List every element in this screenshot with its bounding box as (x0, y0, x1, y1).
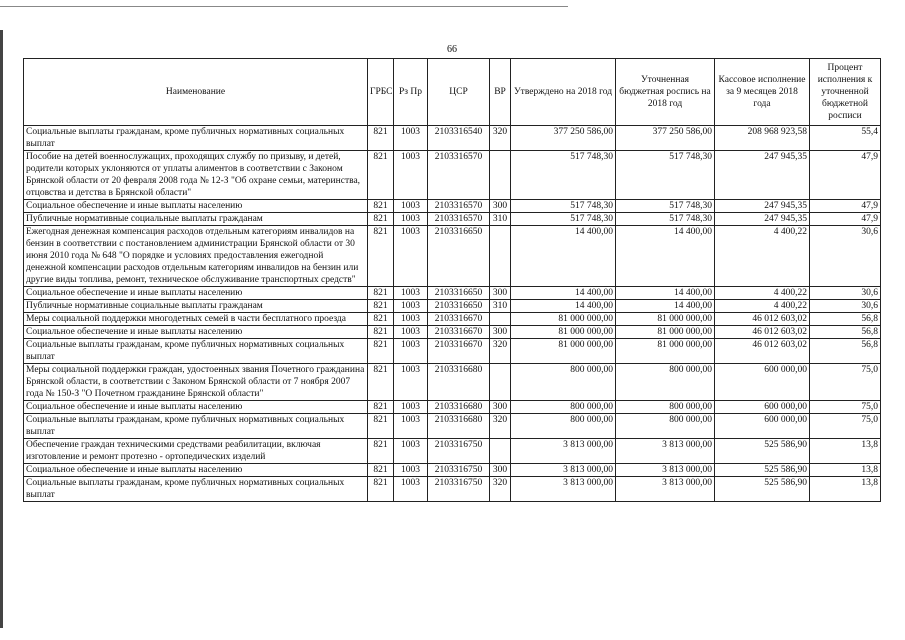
cell-cash: 46 012 603,02 (715, 326, 810, 339)
table-row (24, 464, 881, 477)
cell-approved: 800 000,00 (511, 414, 616, 439)
cell-name: Социальные выплаты гражданам, кроме публичных нормативных социальных выплат (24, 339, 368, 364)
cell-grbs: 821 (368, 213, 394, 226)
cell-approved: 3 813 000,00 (511, 439, 616, 464)
cell-vr: 320 (490, 414, 511, 439)
cell-csr: 2103316570 (428, 151, 490, 200)
cell-refined: 81 000 000,00 (616, 326, 715, 339)
cell-cash: 525 586,90 (715, 439, 810, 464)
cell-grbs: 821 (368, 414, 394, 439)
cell-cash: 4 400,22 (715, 287, 810, 300)
cell-rzpr: 1003 (394, 339, 428, 364)
cell-percent: 75,0 (810, 401, 881, 414)
cell-vr (490, 364, 511, 401)
cell-grbs: 821 (368, 464, 394, 477)
cell-csr: 2103316750 (428, 439, 490, 464)
cell-cash: 46 012 603,02 (715, 313, 810, 326)
cell-grbs: 821 (368, 226, 394, 287)
header-row (24, 59, 881, 126)
cell-csr: 2103316670 (428, 313, 490, 326)
cell-name: Меры социальной поддержки граждан, удостоенных звания Почетного гражданина Брянской области, в соответствии с Законом Брянской области от 7 ноября 2007 года № 150-З "О Почетном гражданине Брянской области" (24, 364, 368, 401)
table-row (24, 339, 881, 364)
cell-refined: 800 000,00 (616, 401, 715, 414)
cell-approved: 377 250 586,00 (511, 126, 616, 151)
cell-cash: 525 586,90 (715, 464, 810, 477)
cell-cash: 208 968 923,58 (715, 126, 810, 151)
cell-vr: 300 (490, 326, 511, 339)
cell-approved: 3 813 000,00 (511, 464, 616, 477)
cell-grbs: 821 (368, 401, 394, 414)
table-row (24, 151, 881, 200)
cell-rzpr: 1003 (394, 414, 428, 439)
cell-percent: 13,8 (810, 439, 881, 464)
cell-refined: 14 400,00 (616, 300, 715, 313)
cell-percent: 75,0 (810, 364, 881, 401)
cell-grbs: 821 (368, 300, 394, 313)
cell-refined: 377 250 586,00 (616, 126, 715, 151)
table-row (24, 477, 881, 502)
cell-grbs: 821 (368, 151, 394, 200)
cell-vr: 320 (490, 477, 511, 502)
cell-csr: 2103316750 (428, 477, 490, 502)
table-row (24, 326, 881, 339)
cell-grbs: 821 (368, 326, 394, 339)
cell-rzpr: 1003 (394, 200, 428, 213)
cell-csr: 2103316570 (428, 200, 490, 213)
cell-refined: 517 748,30 (616, 151, 715, 200)
cell-csr: 2103316670 (428, 326, 490, 339)
cell-cash: 525 586,90 (715, 477, 810, 502)
header-grbs: ГРБС (368, 59, 394, 126)
cell-cash: 247 945,35 (715, 213, 810, 226)
scan-edge (0, 30, 3, 628)
cell-grbs: 821 (368, 200, 394, 213)
cell-grbs: 821 (368, 313, 394, 326)
table-row (24, 126, 881, 151)
cell-name: Социальные выплаты гражданам, кроме публичных нормативных социальных выплат (24, 414, 368, 439)
cell-approved: 81 000 000,00 (511, 326, 616, 339)
table-row (24, 439, 881, 464)
cell-percent: 47,9 (810, 213, 881, 226)
cell-csr: 2103316680 (428, 401, 490, 414)
cell-rzpr: 1003 (394, 151, 428, 200)
table-row (24, 401, 881, 414)
table-row (24, 364, 881, 401)
cell-grbs: 821 (368, 364, 394, 401)
cell-refined: 81 000 000,00 (616, 313, 715, 326)
cell-refined: 3 813 000,00 (616, 439, 715, 464)
cell-csr: 2103316650 (428, 300, 490, 313)
cell-percent: 75,0 (810, 414, 881, 439)
cell-csr: 2103316750 (428, 464, 490, 477)
cell-name: Обеспечение граждан техническими средствами реабилитации, включая изготовление и ремонт протезно - ортопедических изделий (24, 439, 368, 464)
cell-csr: 2103316650 (428, 226, 490, 287)
cell-rzpr: 1003 (394, 477, 428, 502)
header-approved: Утверждено на 2018 год (511, 59, 616, 126)
cell-approved: 81 000 000,00 (511, 313, 616, 326)
table-body (24, 126, 881, 502)
table-row (24, 213, 881, 226)
cell-rzpr: 1003 (394, 401, 428, 414)
header-csr: ЦСР (428, 59, 490, 126)
cell-rzpr: 1003 (394, 439, 428, 464)
cell-grbs: 821 (368, 439, 394, 464)
cell-rzpr: 1003 (394, 287, 428, 300)
cell-approved: 517 748,30 (511, 200, 616, 213)
cell-rzpr: 1003 (394, 364, 428, 401)
header-name: Наименование (24, 59, 368, 126)
budget-table (23, 58, 881, 502)
cell-refined: 800 000,00 (616, 364, 715, 401)
cell-cash: 247 945,35 (715, 151, 810, 200)
cell-vr (490, 226, 511, 287)
cell-rzpr: 1003 (394, 300, 428, 313)
cell-rzpr: 1003 (394, 313, 428, 326)
cell-vr (490, 151, 511, 200)
cell-name: Ежегодная денежная компенсация расходов отдельным категориям инвалидов на бензин в соответствии с постановлением администрации Брянской области от 30 июня 2010 года № 648 "О порядке и условиях предоставления ежегодной денежной компенсации расходов отдельным категориям инвалидов на бензин или другие виды топлива, ремонт, техническое обслуживание транспортных средств" (24, 226, 368, 287)
cell-name: Меры социальной поддержки многодетных семей в части бесплатного проезда (24, 313, 368, 326)
cell-percent: 47,9 (810, 200, 881, 213)
cell-vr: 320 (490, 339, 511, 364)
cell-vr (490, 313, 511, 326)
cell-percent: 47,9 (810, 151, 881, 200)
cell-approved: 14 400,00 (511, 226, 616, 287)
cell-csr: 2103316570 (428, 213, 490, 226)
cell-csr: 2103316680 (428, 364, 490, 401)
header-refined: Уточненная бюджетная роспись на 2018 год (616, 59, 715, 126)
cell-refined: 14 400,00 (616, 226, 715, 287)
cell-approved: 3 813 000,00 (511, 477, 616, 502)
cell-refined: 3 813 000,00 (616, 464, 715, 477)
cell-vr: 300 (490, 401, 511, 414)
cell-percent: 30,6 (810, 226, 881, 287)
cell-cash: 4 400,22 (715, 226, 810, 287)
table-row (24, 414, 881, 439)
header-rzpr: Рз Пр (394, 59, 428, 126)
cell-name: Публичные нормативные социальные выплаты гражданам (24, 300, 368, 313)
top-rule (0, 6, 568, 7)
cell-name: Социальные выплаты гражданам, кроме публичных нормативных социальных выплат (24, 477, 368, 502)
cell-refined: 3 813 000,00 (616, 477, 715, 502)
cell-percent: 55,4 (810, 126, 881, 151)
cell-vr (490, 439, 511, 464)
cell-vr: 300 (490, 464, 511, 477)
cell-refined: 14 400,00 (616, 287, 715, 300)
cell-vr: 320 (490, 126, 511, 151)
cell-refined: 517 748,30 (616, 200, 715, 213)
table-row (24, 313, 881, 326)
page-number: 66 (447, 44, 457, 55)
cell-grbs: 821 (368, 287, 394, 300)
cell-grbs: 821 (368, 477, 394, 502)
cell-cash: 4 400,22 (715, 300, 810, 313)
header-percent: Процент исполнения к уточненной бюджетной росписи (810, 59, 881, 126)
cell-cash: 600 000,00 (715, 364, 810, 401)
cell-name: Социальное обеспечение и иные выплаты населению (24, 401, 368, 414)
cell-cash: 46 012 603,02 (715, 339, 810, 364)
cell-name: Публичные нормативные социальные выплаты гражданам (24, 213, 368, 226)
cell-csr: 2103316670 (428, 339, 490, 364)
cell-vr: 300 (490, 200, 511, 213)
cell-name: Социальное обеспечение и иные выплаты населению (24, 464, 368, 477)
cell-vr: 310 (490, 300, 511, 313)
cell-approved: 800 000,00 (511, 364, 616, 401)
cell-rzpr: 1003 (394, 326, 428, 339)
cell-percent: 13,8 (810, 477, 881, 502)
table-row (24, 226, 881, 287)
cell-name: Социальные выплаты гражданам, кроме публичных нормативных социальных выплат (24, 126, 368, 151)
cell-percent: 13,8 (810, 464, 881, 477)
cell-approved: 81 000 000,00 (511, 339, 616, 364)
cell-rzpr: 1003 (394, 213, 428, 226)
header-cash: Кассовое исполнение за 9 месяцев 2018 года (715, 59, 810, 126)
cell-vr: 300 (490, 287, 511, 300)
cell-grbs: 821 (368, 339, 394, 364)
cell-name: Социальное обеспечение и иные выплаты населению (24, 287, 368, 300)
cell-approved: 14 400,00 (511, 300, 616, 313)
cell-csr: 2103316540 (428, 126, 490, 151)
cell-rzpr: 1003 (394, 464, 428, 477)
cell-refined: 517 748,30 (616, 213, 715, 226)
cell-cash: 600 000,00 (715, 401, 810, 414)
cell-percent: 56,8 (810, 313, 881, 326)
cell-rzpr: 1003 (394, 226, 428, 287)
cell-grbs: 821 (368, 126, 394, 151)
cell-name: Социальное обеспечение и иные выплаты населению (24, 326, 368, 339)
cell-approved: 517 748,30 (511, 151, 616, 200)
cell-percent: 56,8 (810, 339, 881, 364)
cell-approved: 517 748,30 (511, 213, 616, 226)
cell-csr: 2103316680 (428, 414, 490, 439)
table-row (24, 300, 881, 313)
cell-refined: 81 000 000,00 (616, 339, 715, 364)
cell-cash: 247 945,35 (715, 200, 810, 213)
cell-refined: 800 000,00 (616, 414, 715, 439)
cell-approved: 14 400,00 (511, 287, 616, 300)
header-vr: ВР (490, 59, 511, 126)
cell-percent: 30,6 (810, 300, 881, 313)
table-row (24, 200, 881, 213)
cell-name: Пособие на детей военнослужащих, проходящих службу по призыву, и детей, родители которых уклоняются от уплаты алиментов в соответствии с Законом Брянской области от 20 февраля 2008 года № 12-З "Об охране семьи, материнства, отцовства и детства в Брянской области" (24, 151, 368, 200)
cell-name: Социальное обеспечение и иные выплаты населению (24, 200, 368, 213)
cell-cash: 600 000,00 (715, 414, 810, 439)
cell-approved: 800 000,00 (511, 401, 616, 414)
cell-rzpr: 1003 (394, 126, 428, 151)
cell-percent: 30,6 (810, 287, 881, 300)
table-row (24, 287, 881, 300)
cell-percent: 56,8 (810, 326, 881, 339)
cell-vr: 310 (490, 213, 511, 226)
cell-csr: 2103316650 (428, 287, 490, 300)
